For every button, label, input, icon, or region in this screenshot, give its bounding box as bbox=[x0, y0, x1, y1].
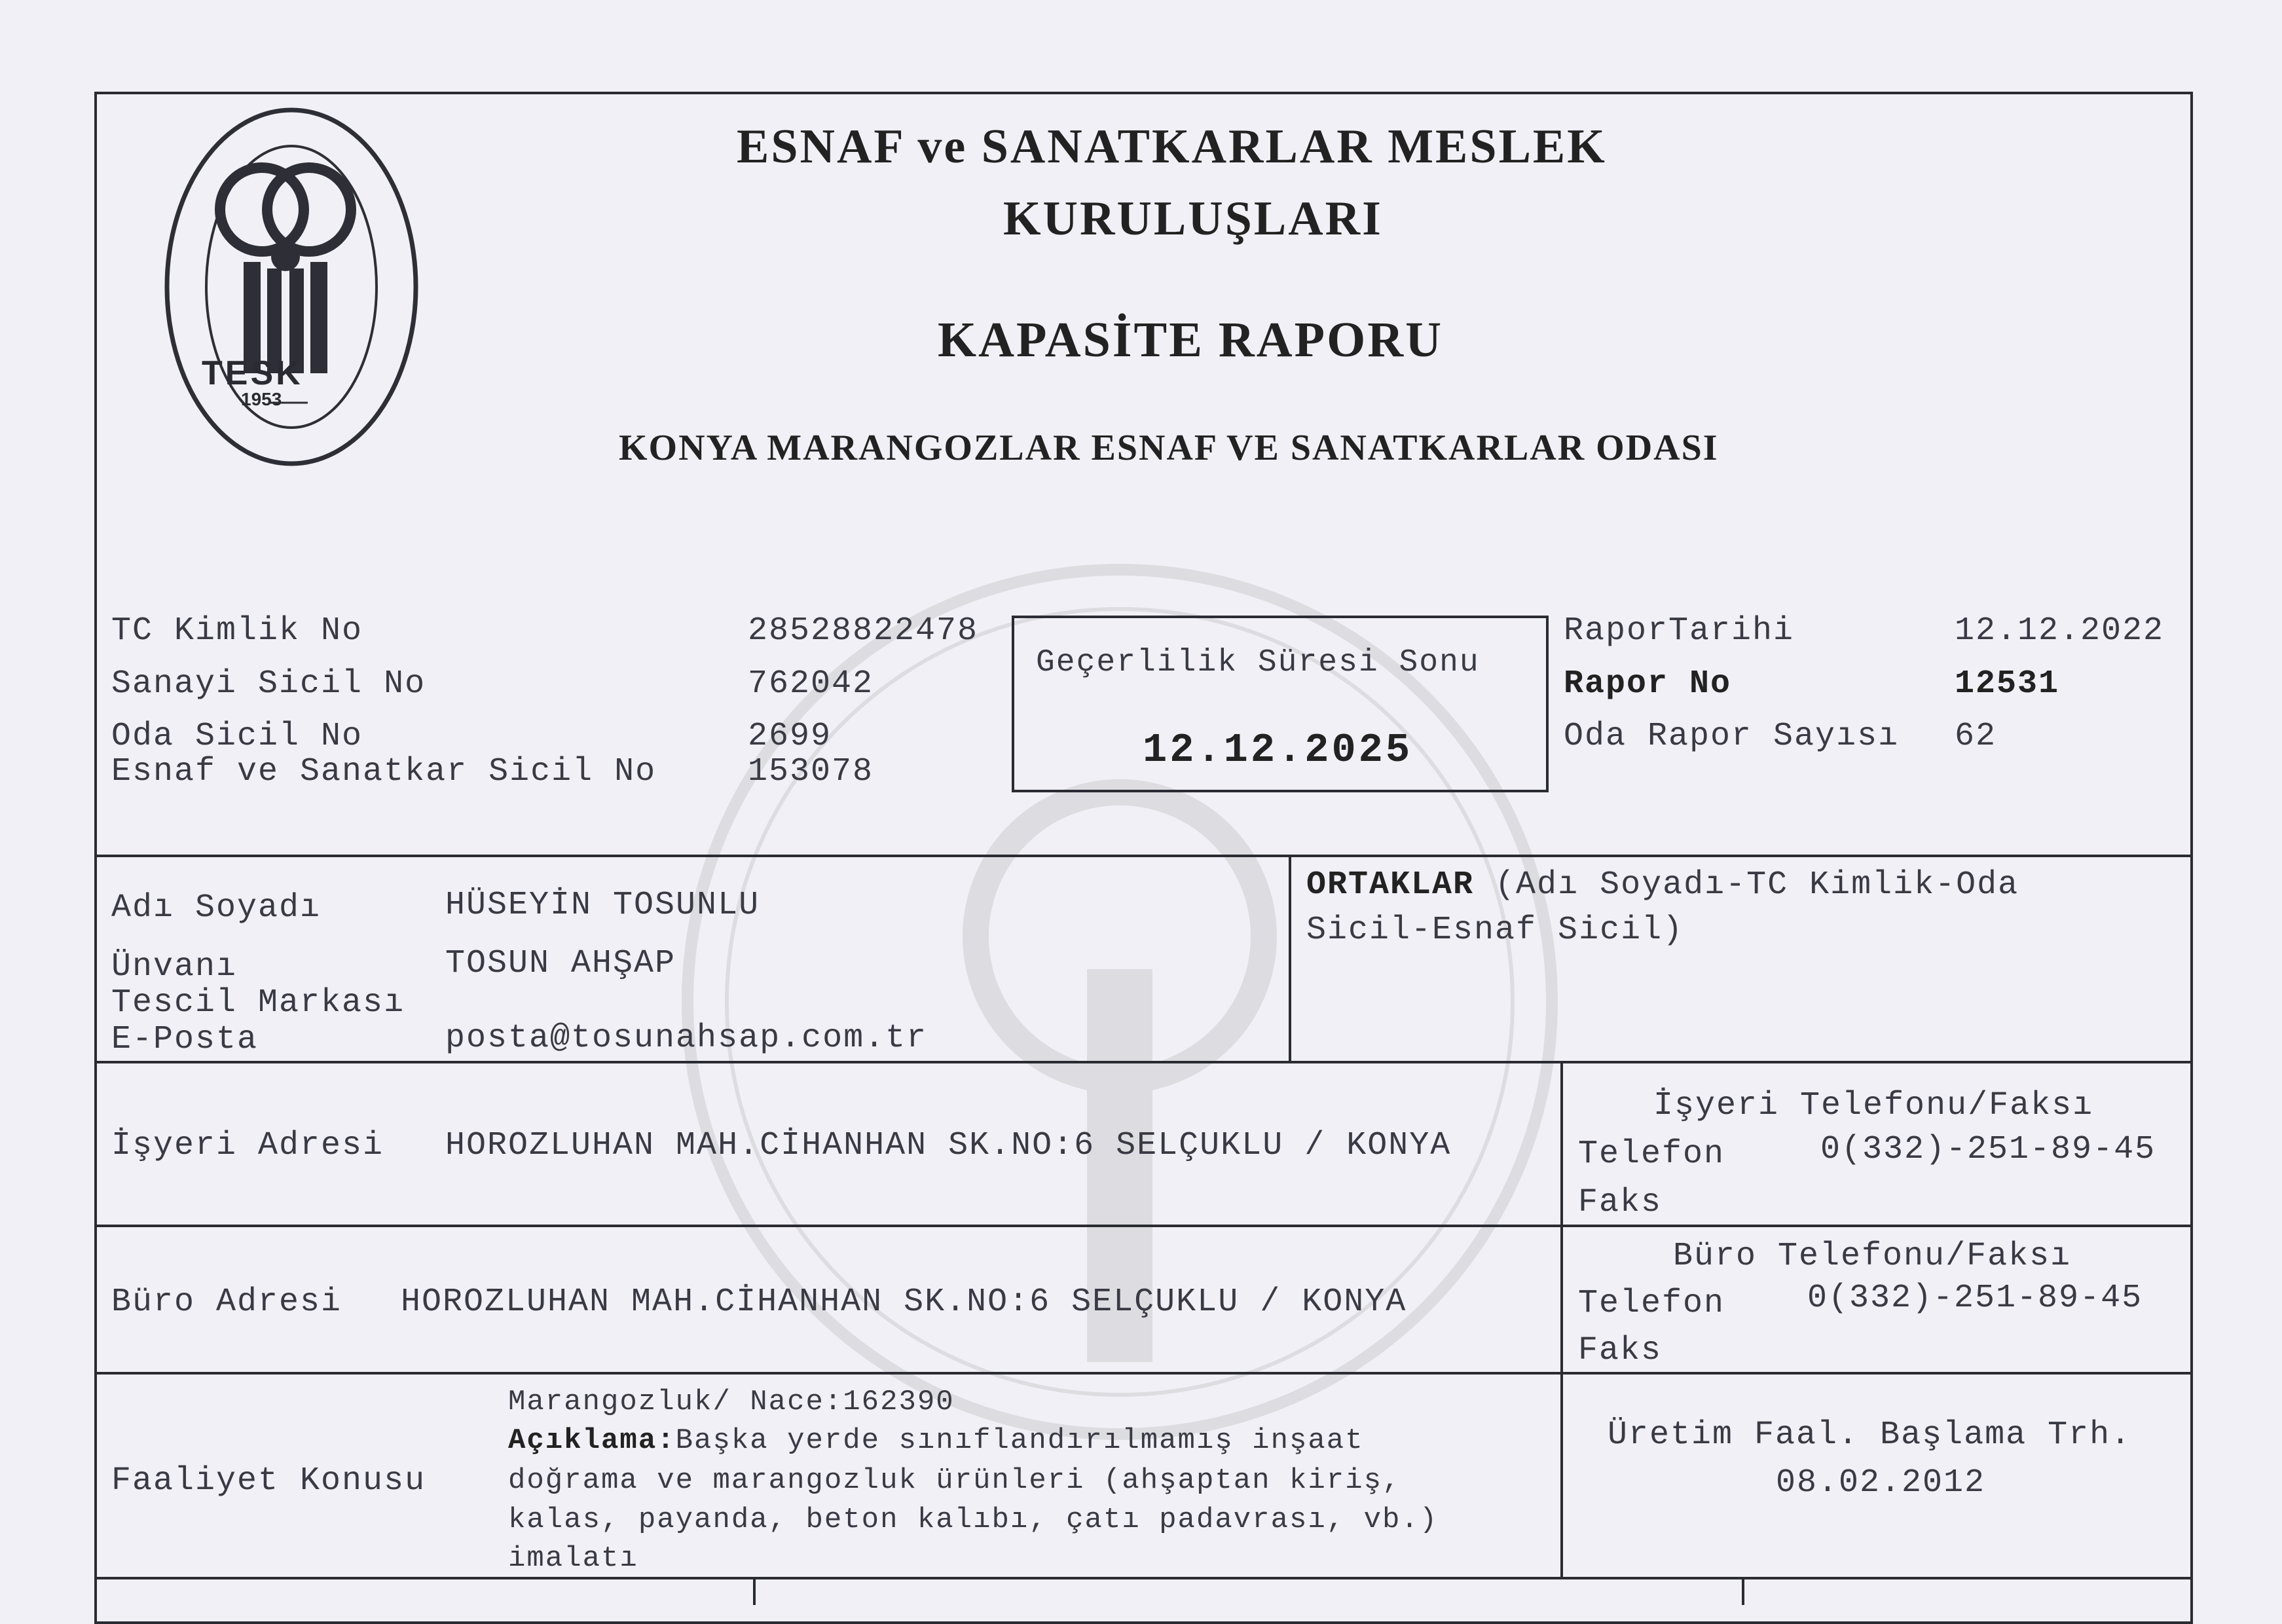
workplace-phone-value: 0(332)-251-89-45 bbox=[1820, 1131, 2156, 1168]
divider-owner-top bbox=[94, 855, 2193, 857]
activity-nace: Marangozluk/ Nace:162390 bbox=[508, 1386, 955, 1418]
logo-year: 1953 bbox=[241, 389, 282, 409]
office-address-value: HOROZLUHAN MAH.CİHANHAN SK.NO:6 SELÇUKLU / KONYA bbox=[401, 1283, 1407, 1321]
activity-desc-label: Açıklama: bbox=[508, 1424, 676, 1457]
header-line-1: ESNAF ve SANATKARLAR MESLEK bbox=[737, 120, 1607, 174]
sanayi-value: 762042 bbox=[748, 665, 874, 703]
divider-bottom-col-1 bbox=[753, 1577, 756, 1605]
report-title: KAPASİTE RAPORU bbox=[938, 312, 1443, 367]
chamber-name: KONYA MARANGOZLAR ESNAF VE SANATKARLAR ODASI bbox=[619, 428, 1719, 468]
divider-bottom bbox=[94, 1577, 2193, 1579]
divider-office-top bbox=[94, 1225, 2193, 1227]
partners-label-line2: Sicil-Esnaf Sicil) bbox=[1306, 912, 1684, 949]
validity-date: 12.12.2025 bbox=[1143, 727, 1413, 773]
workplace-address-value: HOROZLUHAN MAH.CİHANHAN SK.NO:6 SELÇUKLU / KONYA bbox=[445, 1127, 1452, 1164]
divider-bottom-col-2 bbox=[1742, 1577, 1744, 1605]
owner-name-value: HÜSEYİN TOSUNLU bbox=[445, 887, 760, 924]
divider-workplace-phone bbox=[1560, 1061, 1563, 1578]
workplace-phone-label: Telefon bbox=[1578, 1135, 1725, 1173]
partners-heading bbox=[1306, 866, 2019, 904]
oda-sicil-label: Oda Sicil No bbox=[111, 718, 363, 755]
office-phone-title: Büro Telefonu/Faksı bbox=[1673, 1238, 2072, 1275]
office-fax-label: Faks bbox=[1578, 1332, 1663, 1369]
office-phone-label: Telefon bbox=[1578, 1285, 1725, 1322]
owner-title-value: TOSUN AHŞAP bbox=[445, 945, 676, 982]
activity-desc-line-2: doğrama ve marangozluk ürünleri (ahşaptan kiriş, bbox=[508, 1464, 1401, 1497]
workplace-address-label: İşyeri Adresi bbox=[111, 1127, 384, 1164]
activity-desc-line-3: kalas, payanda, beton kalıbı, çatı padavrası, vb.) bbox=[508, 1504, 1439, 1536]
activity-desc-line-4: imalatı bbox=[508, 1542, 638, 1575]
activity-start-label: Üretim Faal. Başlama Trh. bbox=[1608, 1416, 2132, 1454]
owner-email-value: posta@tosunahsap.com.tr bbox=[445, 1020, 928, 1057]
divider-activity-top bbox=[94, 1372, 2193, 1375]
report-no-label: Rapor No bbox=[1564, 665, 1732, 703]
report-date-value: 12.12.2022 bbox=[1955, 612, 2165, 650]
header-line-2: KURULUŞLARI bbox=[1003, 192, 1383, 246]
tesk-logo-emblem bbox=[157, 105, 419, 485]
logo-abbreviation: TESK bbox=[202, 354, 303, 392]
activity-desc-line-1 bbox=[508, 1424, 1364, 1457]
report-no-value: 12531 bbox=[1955, 665, 2060, 703]
divider-workplace-top bbox=[94, 1061, 2193, 1063]
office-address-label: Büro Adresi bbox=[111, 1283, 342, 1321]
esnaf-sicil-label: Esnaf ve Sanatkar Sicil No bbox=[111, 753, 657, 790]
owner-title-label: Ünvanı bbox=[111, 948, 238, 986]
esnaf-sicil-value: 153078 bbox=[748, 753, 874, 790]
report-count-value: 62 bbox=[1955, 718, 1997, 755]
report-count-label: Oda Rapor Sayısı bbox=[1564, 718, 1900, 755]
oda-sicil-value: 2699 bbox=[748, 718, 832, 755]
partners-label-bold: ORTAKLAR bbox=[1306, 866, 1475, 904]
owner-email-label: E-Posta bbox=[111, 1021, 259, 1058]
office-phone-value: 0(332)-251-89-45 bbox=[1807, 1280, 2143, 1317]
owner-brand-label: Tescil Markası bbox=[111, 984, 405, 1022]
partners-label-rest: (Adı Soyadı-TC Kimlik-Oda bbox=[1474, 866, 2019, 904]
validity-label: Geçerlilik Süresi Sonu bbox=[1036, 645, 1480, 680]
workplace-phone-title: İşyeri Telefonu/Faksı bbox=[1653, 1087, 2094, 1124]
sanayi-label: Sanayi Sicil No bbox=[111, 665, 426, 703]
activity-label: Faaliyet Konusu bbox=[111, 1462, 426, 1500]
activity-desc-text: Başka yerde sınıflandırılmamış inşaat bbox=[675, 1424, 1364, 1457]
report-date-label: RaporTarihi bbox=[1564, 612, 1795, 650]
workplace-fax-label: Faks bbox=[1578, 1184, 1663, 1221]
divider-partners bbox=[1289, 855, 1291, 1063]
activity-start-value: 08.02.2012 bbox=[1776, 1464, 1986, 1502]
owner-name-label: Adı Soyadı bbox=[111, 889, 322, 927]
tc-label: TC Kimlik No bbox=[111, 612, 363, 650]
tc-value: 28528822478 bbox=[748, 612, 979, 650]
